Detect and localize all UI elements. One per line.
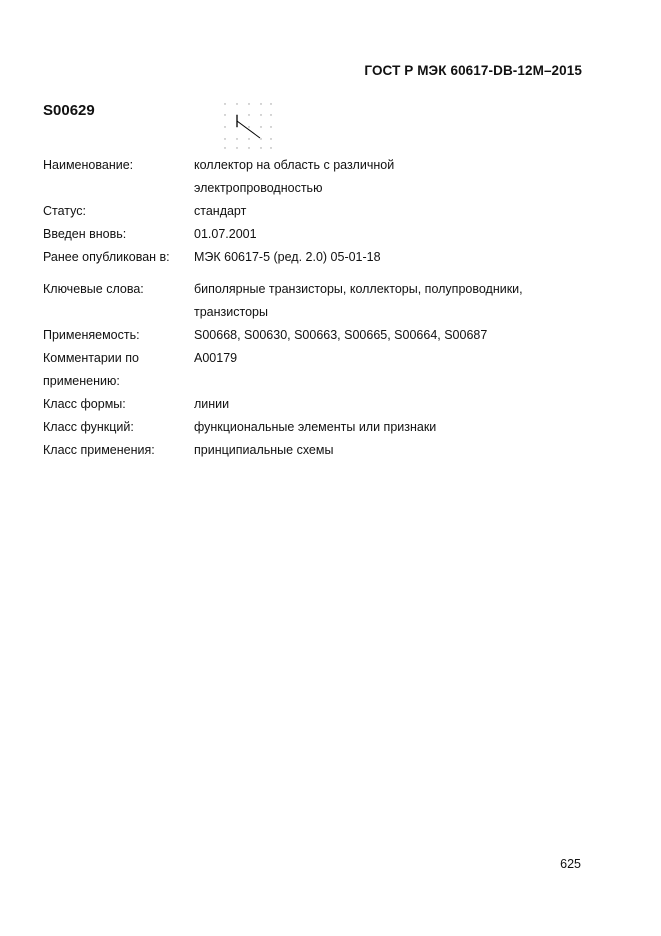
- field-name: [43, 154, 603, 200]
- field-label: Применяемость:: [43, 328, 140, 342]
- field-label: Комментарии по: [43, 351, 139, 365]
- field-label: Класс применения:: [43, 443, 155, 457]
- symbol-attributes: [43, 154, 603, 462]
- field-application-class: [43, 439, 603, 462]
- field-value: 01.07.2001: [194, 227, 257, 241]
- field-value: коллектор на область с различной: [194, 158, 395, 172]
- field-value: функциональные элементы или признаки: [194, 420, 437, 434]
- field-label: применению:: [43, 374, 120, 388]
- field-value: электропроводностью: [194, 181, 323, 195]
- field-introduced: [43, 223, 603, 246]
- field-label: Наименование:: [43, 158, 134, 172]
- field-label: Ранее опубликован в:: [43, 250, 170, 264]
- field-label: Статус:: [43, 204, 86, 218]
- field-label: Класс функций:: [43, 420, 134, 434]
- field-label: Ключевые слова:: [43, 282, 144, 296]
- field-value: S00668, S00630, S00663, S00665, S00664, S00687: [194, 328, 488, 342]
- field-shape-class: [43, 393, 603, 416]
- field-function-class: [43, 416, 603, 439]
- field-value: линии: [194, 397, 230, 411]
- field-value: принципиальные схемы: [194, 443, 334, 457]
- field-label: Класс формы:: [43, 397, 126, 411]
- field-applicability: [43, 324, 603, 347]
- symbol-id: S00629: [43, 102, 95, 119]
- collector-symbol-icon: [223, 101, 273, 149]
- field-previously-published: [43, 246, 603, 269]
- field-value: транзисторы: [194, 305, 268, 319]
- field-application-notes: [43, 347, 603, 393]
- page-number: 625: [560, 857, 581, 871]
- field-value: биполярные транзисторы, коллекторы, полупроводники,: [194, 282, 523, 296]
- field-label: Введен вновь:: [43, 227, 127, 241]
- field-value: стандарт: [194, 204, 247, 218]
- document-standard-header: ГОСТ Р МЭК 60617-DB-12M–2015: [364, 63, 582, 78]
- field-status: [43, 200, 603, 223]
- field-keywords: [43, 278, 603, 324]
- field-value: МЭК 60617-5 (ред. 2.0) 05-01-18: [194, 250, 381, 264]
- field-value: A00179: [194, 351, 238, 365]
